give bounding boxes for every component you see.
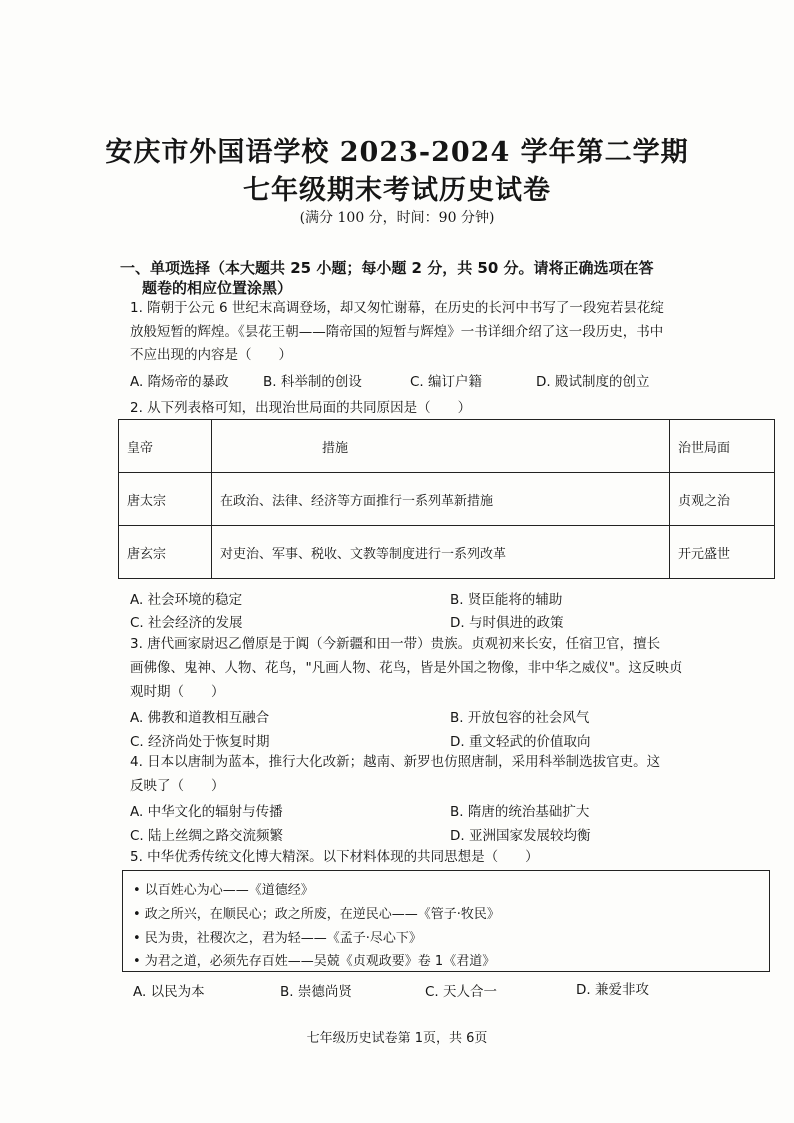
quote-line: • 以百姓心为心——《道德经》 [133, 883, 314, 898]
q2-option-a: A. 社会环境的稳定 [130, 592, 243, 608]
table-header-cell: 措施 [212, 420, 670, 473]
table-header-cell: 皇帝 [119, 420, 212, 473]
question-4-line1: 4. 日本以唐制为蓝本，推行大化改新；越南、新罗也仿照唐制，采用科举制选拔官吏。这 [130, 754, 661, 770]
q1-option-b: B. 科举制的创设 [263, 374, 362, 390]
exam-title-line2: 七年级期末考试历史试卷 [243, 175, 551, 206]
section-heading-line1: 一、单项选择（本大题共 25 小题；每小题 2 分，共 50 分。请将正确选项在答 [120, 259, 654, 277]
table-row [119, 473, 775, 526]
question-1-line1: 1. 隋朝于公元 6 世纪末高调登场，却又匆忙谢幕，在历史的长河中书写了一段宛若昙花绽 [130, 300, 664, 316]
question-5-stem: 5. 中华优秀传统文化博大精深。以下材料体现的共同思想是（ ） [130, 849, 539, 865]
q4-option-d: D. 亚洲国家发展较均衡 [450, 828, 591, 844]
q5-option-b: B. 崇德尚贤 [280, 984, 352, 1000]
quote-line: • 民为贵，社稷次之，君为轻——《孟子·尽心下》 [133, 931, 422, 946]
table-header-row [119, 420, 775, 473]
quote-box [122, 870, 770, 972]
section-heading-line2: 题卷的相应位置涂黑） [142, 279, 293, 297]
q3-option-a: A. 佛教和道教相互融合 [130, 710, 270, 726]
q2-option-d: D. 与时俱进的政策 [450, 615, 564, 631]
q4-option-b: B. 隋唐的统治基础扩大 [450, 804, 590, 820]
measures-table [118, 419, 775, 579]
q2-option-b: B. 贤臣能将的辅助 [450, 592, 563, 608]
q2-option-c: C. 社会经济的发展 [130, 615, 243, 631]
table-cell: 唐太宗 [119, 473, 212, 526]
question-3-line2: 画佛像、鬼神、人物、花鸟，"凡画人物、花鸟，皆是外国之物像，非中华之威仪"。这反映贞 [130, 660, 683, 676]
table-cell: 唐玄宗 [119, 526, 212, 579]
q3-option-b: B. 开放包容的社会风气 [450, 710, 590, 726]
question-3-line3: 观时期（ ） [130, 684, 225, 700]
question-3-line1: 3. 唐代画家尉迟乙僧原是于阗（今新疆和田一带）贵族。贞观初来长安，任宿卫官，擅长 [130, 636, 661, 652]
q3-option-c: C. 经济尚处于恢复时期 [130, 734, 270, 750]
q1-option-c: C. 编订户籍 [410, 374, 483, 390]
table-cell: 对吏治、军事、税收、文教等制度进行一系列改革 [212, 526, 670, 579]
q5-option-d: D. 兼爱非攻 [576, 982, 649, 998]
exam-subtitle: (满分 100 分，时间：90 分钟) [299, 210, 495, 226]
table-header-cell: 治世局面 [670, 420, 775, 473]
exam-title-line1: 安庆市外国语学校 2023-2024 学年第二学期 [105, 137, 689, 168]
question-4-line2: 反映了（ ） [130, 778, 225, 794]
table-row [119, 526, 775, 579]
q5-option-a: A. 以民为本 [133, 984, 205, 1000]
table-cell: 在政治、法律、经济等方面推行一系列革新措施 [212, 473, 670, 526]
question-1-line3: 不应出现的内容是（ ） [130, 347, 292, 363]
q5-option-c: C. 天人合一 [425, 984, 498, 1000]
q4-option-c: C. 陆上丝绸之路交流频繁 [130, 828, 284, 844]
quote-line: • 为君之道，必须先存百姓——吴兢《贞观政要》卷 1《君道》 [133, 954, 496, 969]
q1-option-d: D. 殿试制度的创立 [536, 374, 650, 390]
q3-option-d: D. 重文轻武的价值取向 [450, 734, 591, 750]
table-cell: 贞观之治 [670, 473, 775, 526]
page-footer: 七年级历史试卷第 1页，共 6页 [306, 1031, 488, 1046]
question-2-stem: 2. 从下列表格可知，出现治世局面的共同原因是（ ） [130, 400, 472, 416]
q4-option-a: A. 中华文化的辐射与传播 [130, 804, 283, 820]
q1-option-a: A. 隋炀帝的暴政 [130, 374, 229, 390]
table-cell: 开元盛世 [670, 526, 775, 579]
quote-line: • 政之所兴，在顺民心；政之所废，在逆民心——《管子·牧民》 [133, 907, 500, 922]
question-1-line2: 放般短暂的辉煌。《昙花王朝——隋帝国的短暂与辉煌》一书详细介绍了这一段历史，书中 [130, 324, 664, 340]
